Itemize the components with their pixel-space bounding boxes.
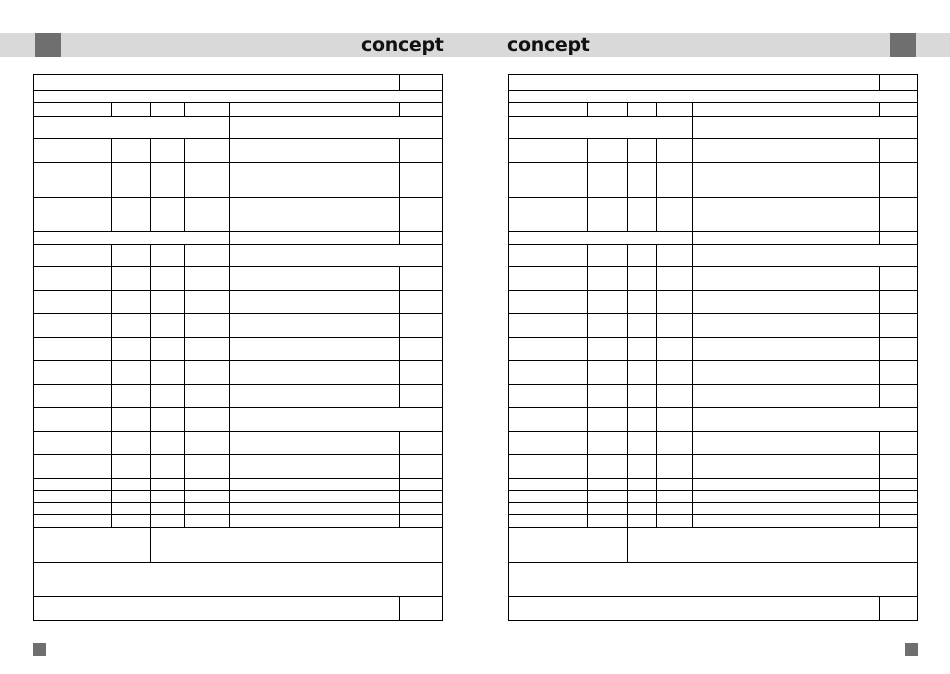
header-right-square xyxy=(890,33,916,57)
footer-right-square xyxy=(905,643,918,656)
logo-left: concept xyxy=(361,34,444,56)
table-grid xyxy=(509,75,917,620)
footer-left-square xyxy=(33,643,46,656)
logo-right: concept xyxy=(507,34,590,56)
table-grid xyxy=(34,75,442,620)
left-page-table xyxy=(33,74,443,621)
right-page-table xyxy=(508,74,918,621)
header-bar xyxy=(0,33,950,57)
header-left-square xyxy=(35,33,61,57)
